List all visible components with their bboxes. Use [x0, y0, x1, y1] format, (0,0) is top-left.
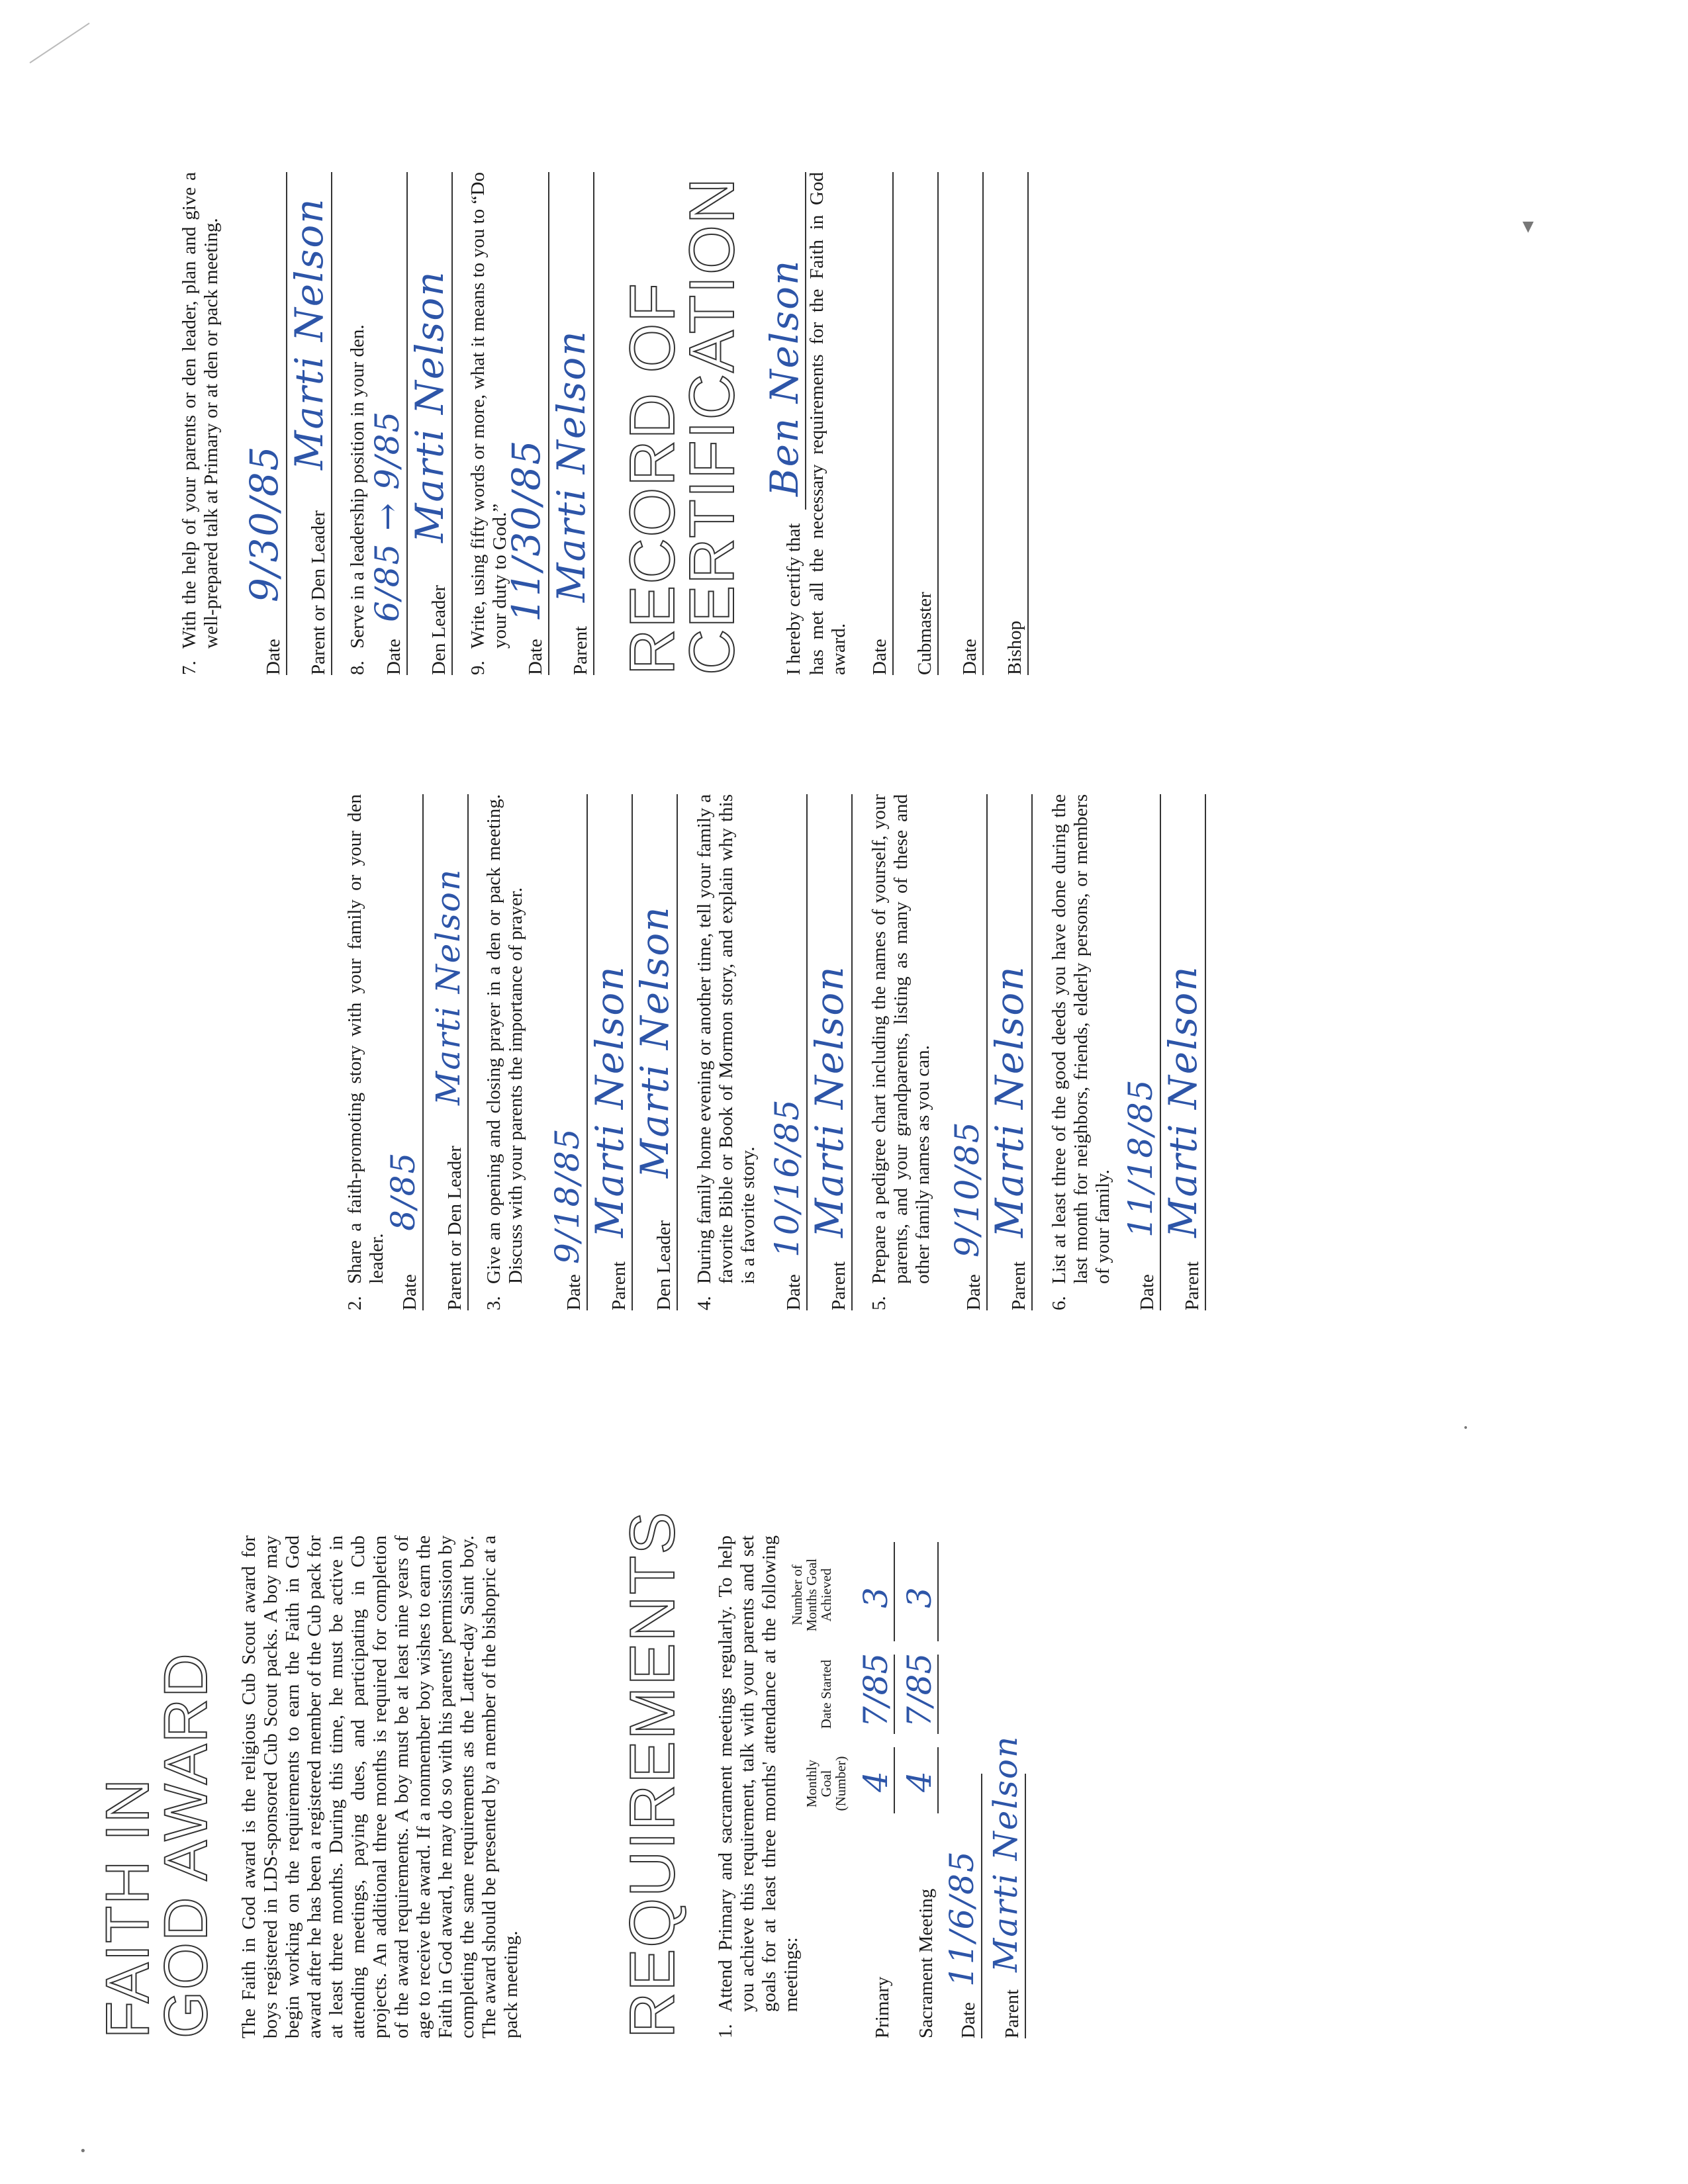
den-leader-signature: Marti Nelson: [407, 270, 452, 543]
requirement-4: [694, 794, 759, 1310]
cert-date-line-2: [944, 172, 984, 675]
parent-signature: Marti Nelson: [987, 965, 1032, 1238]
panel-requirements-7-9-certification: [0, 172, 1688, 675]
column-monthly-goal: Monthly Goal (Number): [804, 1756, 849, 1811]
date-handwritten: 9/30/85: [242, 445, 287, 602]
parent-label: Parent: [608, 1261, 630, 1310]
cubmaster-label: Cubmaster: [914, 592, 935, 675]
parent-signature: Marti Nelson: [807, 965, 852, 1238]
title-faith-in: FAITH IN: [94, 1777, 162, 2038]
date-label: Date: [263, 639, 284, 675]
scan-speck: •: [79, 2144, 87, 2158]
req3-parent-line: [587, 794, 633, 1310]
req8-den-line: [407, 172, 453, 675]
requirement-text: Share a faith-promoting story with your family or your den leader.: [344, 794, 387, 1284]
signature: Marti Nelson: [429, 868, 467, 1105]
req1-parent-line: [986, 1735, 1026, 2038]
requirement-text: Write, using fifty words or more, what it means to you to “Do your duty to God.”: [467, 172, 510, 649]
date-label: Date: [525, 639, 546, 675]
requirement-3: [483, 794, 527, 1310]
requirement-text: During family home evening or another time, tell your family a favorite Bible or Book of Mormon story, and explain why this is a favorite story.: [694, 794, 759, 1284]
scan-speck: •: [1463, 1423, 1469, 1433]
req4-parent-line: [807, 794, 853, 1310]
requirement-number: 8.: [347, 660, 368, 675]
date-handwritten: 11/30/85: [504, 439, 549, 622]
achieved-value: 3: [900, 1587, 939, 1608]
requirement-number: 2.: [344, 1296, 365, 1310]
requirement-number: 5.: [868, 1296, 890, 1310]
date-handwritten: 11/18/85: [1121, 1078, 1160, 1238]
requirement-text: Serve in a leadership position in your den.: [347, 324, 368, 649]
bishop-label: Bishop: [1004, 620, 1025, 675]
goal-value: 4: [900, 1771, 939, 1792]
row-label: Sacrament Meeting: [915, 1888, 937, 2038]
date-label: Date: [563, 1274, 585, 1310]
requirement-8: [347, 172, 369, 675]
parent-signature: Marti Nelson: [587, 965, 632, 1238]
requirement-text: With the help of your parents or den leader, plan and give a well-prepared talk at Primary or at den or pack meeting.: [179, 172, 222, 649]
requirement-7: [179, 172, 222, 675]
attendance-row-sacrament: [898, 1535, 939, 2038]
req9-parent-line: [549, 172, 594, 675]
scan-mark: [26, 20, 93, 66]
row-label: Primary: [872, 1976, 893, 2038]
requirement-number: 4.: [694, 1296, 715, 1310]
requirement-number: 6.: [1049, 1296, 1070, 1310]
den-leader-label: Den Leader: [428, 584, 449, 675]
req1-date-line: [943, 1774, 982, 2038]
date-handwritten: 9/18/85: [548, 1127, 586, 1264]
date-handwritten: 9/10/85: [948, 1120, 986, 1257]
parent-label: Parent: [1002, 1989, 1023, 2038]
date-handwritten: 8/85: [384, 1151, 422, 1231]
parent-label: Parent: [570, 625, 591, 675]
date-label: Date: [958, 2002, 979, 2038]
panel-requirements-2-6: [0, 794, 1688, 1310]
date-handwritten: 11/6/85: [943, 1850, 981, 1987]
parent-label: Parent: [1182, 1261, 1203, 1310]
requirement-text: Attend Primary and sacrament meetings regularly. To help you achieve this requirement, talk with your parents and set goals for at least three months' attendance at the following meetings:: [715, 1535, 802, 2012]
requirement-number: 7.: [179, 660, 200, 675]
req3-date-line: [548, 794, 588, 1310]
column-months-achieved: Number of Months Goal Achieved: [789, 1558, 834, 1632]
req7-sign-line: [287, 172, 332, 675]
record-heading: RECORD OF: [617, 282, 688, 675]
panel-faith-in-god-award: [0, 1510, 1688, 2038]
requirement-number: 9.: [467, 660, 489, 675]
req5-parent-line: [987, 794, 1033, 1310]
date-label: Date: [869, 639, 890, 675]
requirement-text: Give an opening and closing prayer in a den or pack meeting. Discuss with your parents the importance of prayer.: [483, 794, 526, 1284]
req3-den-line: [632, 794, 678, 1310]
requirement-6: [1049, 794, 1114, 1310]
achieved-value: 3: [857, 1587, 895, 1608]
title-god-award: GOD AWARD: [152, 1652, 220, 2038]
requirements-heading: REQUIREMENTS: [617, 1510, 688, 2038]
started-value: 7/85: [857, 1653, 895, 1727]
certify-name: Ben Nelson: [762, 259, 807, 496]
sign-label: Parent or Den Leader: [444, 1146, 465, 1310]
column-date-started: Date Started: [818, 1659, 834, 1729]
parent-label: Parent: [828, 1261, 849, 1310]
parent-signature: Marti Nelson: [986, 1735, 1025, 1972]
certify-statement: [762, 172, 850, 675]
started-value: 7/85: [900, 1653, 939, 1727]
cubmaster-line: [899, 172, 939, 675]
req6-date-line: [1121, 794, 1161, 1310]
parent-signature: Marti Nelson: [1160, 965, 1205, 1238]
req6-parent-line: [1160, 794, 1206, 1310]
date-handwritten: 10/16/85: [768, 1098, 806, 1257]
attendance-row-primary: [854, 1535, 895, 2038]
date-label: Date: [963, 1274, 984, 1310]
den-leader-signature: Marti Nelson: [632, 905, 677, 1178]
sign-label: Parent or Den Leader: [308, 510, 329, 675]
date-label: Date: [399, 1274, 420, 1310]
requirement-number: 1.: [715, 2024, 736, 2038]
date-label: Date: [1137, 1274, 1158, 1310]
req8-date-line: [368, 172, 408, 675]
bishop-line: [989, 172, 1029, 675]
req5-date-line: [948, 794, 988, 1310]
req2-sign-line: [429, 794, 469, 1310]
scan-speck: ▼: [1523, 218, 1534, 235]
certify-prefix: I hereby certify that: [783, 523, 804, 675]
requirement-2: [344, 794, 388, 1310]
intro-paragraph: The Faith in God award is the religious Cub Scout award for boys registered in LDS-sponsored Cub Scout packs. A boy may begin working on the requirements to earn the Faith in God award after he has been a registered member of the Cub pack for at least three months. During this time, he must be active in attending meetings, paying dues, and participating in Cub projects. An additional three months is required for completion of the award requirements. A boy must be at least nine years of age to receive the award. If a nonmember boy wishes to earn the Faith in God award, he may do so with his parents' permission by completing the same requirements as the Latter-day Saint boy. The award should be presented by a member of the bishopric at a pack meeting.: [238, 1535, 522, 2038]
certify-text: has met all the necessary requirements for the Faith in God award.: [806, 172, 849, 675]
date-label: Date: [383, 639, 404, 675]
requirement-text: Prepare a pedigree chart including the names of yourself, your parents, and your grandparents, listing as many of these and other family names as you can.: [868, 794, 933, 1284]
parent-signature: Marti Nelson: [549, 330, 594, 602]
parent-label: Parent: [1008, 1261, 1029, 1310]
req7-date-line: [242, 172, 287, 675]
req9-date-line: [504, 172, 549, 675]
requirement-number: 3.: [483, 1296, 504, 1310]
signature: Marti Nelson: [287, 197, 332, 470]
certification-heading: CERTIFICATION: [677, 176, 747, 675]
goal-value: 4: [857, 1771, 895, 1792]
date-label: Date: [783, 1274, 804, 1310]
req4-date-line: [768, 794, 808, 1310]
cert-date-line-1: [854, 172, 894, 675]
req2-date-line: [384, 794, 424, 1310]
requirement-text: List at least three of the good deeds you have done during the last month for neighbors, friends, elderly persons, or members of your family.: [1049, 794, 1113, 1284]
requirement-5: [868, 794, 934, 1310]
den-leader-label: Den Leader: [653, 1220, 675, 1310]
date-handwritten: 6/85 → 9/85: [368, 410, 406, 622]
date-label: Date: [959, 639, 980, 675]
